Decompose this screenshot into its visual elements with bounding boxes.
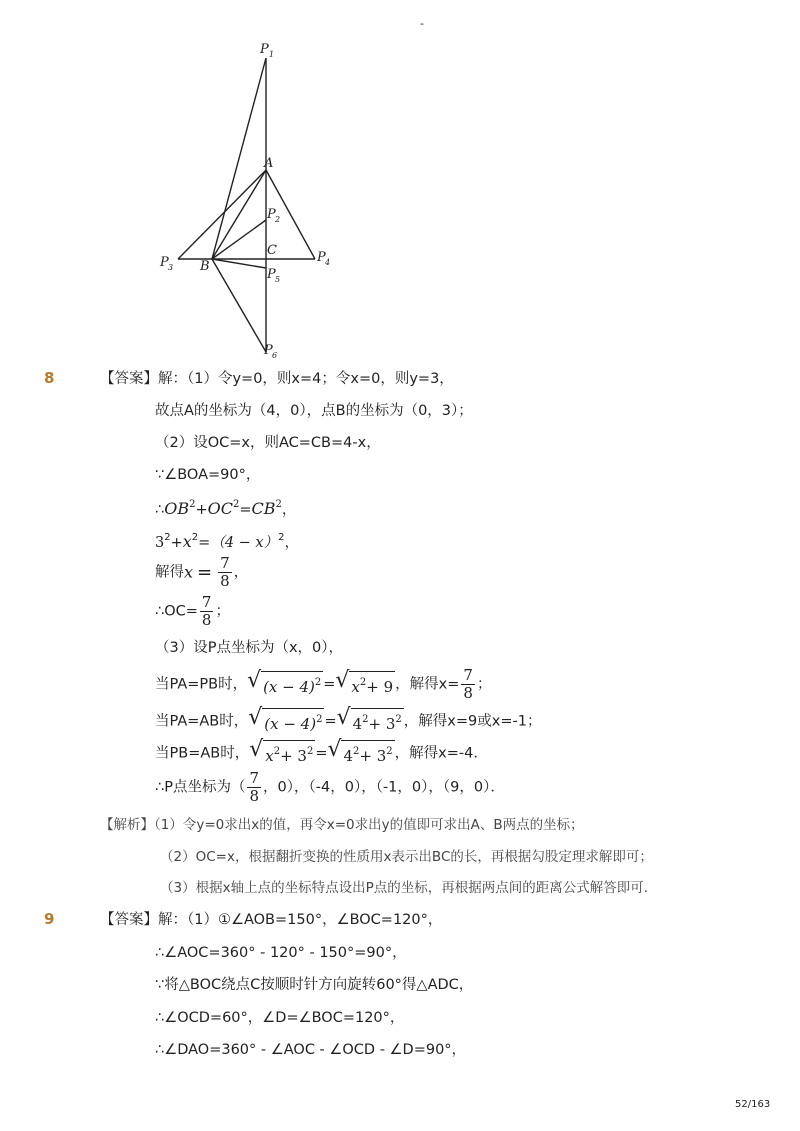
answer-tag: 【答案】	[100, 912, 158, 928]
label-p5: P	[267, 267, 276, 282]
analysis-tag: 【解析】	[100, 817, 154, 833]
q8-line-1: 解：（1）令y=0，则x=4；令x=0，则y=3，	[158, 371, 454, 387]
solve-text: ，解得x=	[395, 676, 460, 693]
exponent: 2	[164, 532, 171, 543]
term-cb: CB	[251, 499, 276, 518]
q8-line-2: 故点A的坐标为（4，0），点B的坐标为（0，3）；	[155, 403, 473, 419]
q8-line-3: （2）设OC=x，则AC=CB=4-x，	[155, 435, 381, 451]
label-p1: P	[260, 42, 269, 57]
q8-analysis-1: 【解析】（1）令y=0求出x的值，再令x=0求出y的值即可求出A、B两点的坐标；	[100, 817, 584, 833]
q8-line-10	[155, 667, 491, 702]
oc-equals: ∴OC=	[155, 603, 198, 620]
comma: ，	[284, 535, 299, 551]
label-p6: P	[264, 343, 273, 358]
equals: =	[323, 676, 336, 693]
label-c: C	[267, 243, 277, 258]
term-4-minus-x: =（4 − x）	[198, 535, 279, 551]
solve-text: 解得	[155, 564, 184, 581]
semicolon: ；	[476, 676, 492, 693]
question-number-8: 8	[44, 369, 55, 387]
fraction-7-8: $\frac{7}{8}$	[201, 593, 212, 629]
label-p6-sub: 6	[272, 351, 278, 360]
variable-x: x	[182, 532, 192, 551]
label-p4-sub: 4	[325, 258, 331, 267]
q8-line-4: ∵∠BOA=90°，	[155, 467, 261, 483]
q9-line-1: 解：（1）①∠AOB=150°，∠BOC=120°，	[158, 912, 443, 928]
sqrt-expression: √ $x^2+ 3^2$	[249, 737, 314, 765]
q8-line-5	[155, 495, 296, 520]
q8-answer-line-1	[100, 369, 454, 389]
q8-analysis-3: （3）根据x轴上点的坐标特点设出P点的坐标，再根据两点间的距离公式解答即可．	[160, 880, 658, 896]
exponent: 2	[275, 499, 282, 510]
q8-line-7	[155, 555, 248, 590]
semicolon: ；	[215, 603, 230, 620]
q9-line-4: ∴∠OCD=60°，∠D=∠BOC=120°，	[155, 1010, 405, 1026]
label-p4: P	[317, 250, 326, 265]
sqrt-expression: √ $x^2+ 9$	[335, 668, 394, 696]
page-number: 52/163	[735, 1099, 771, 1110]
label-p2-sub: 2	[275, 215, 281, 224]
comma: ，	[281, 502, 297, 518]
exponent: 2	[278, 532, 285, 543]
equals: =	[197, 561, 213, 583]
comma: ，	[233, 564, 249, 581]
fraction-7-8: $\frac{7}{8}$	[220, 554, 230, 590]
q8-line-12	[155, 737, 488, 767]
fraction-7-8: $\frac{7}{8}$	[463, 666, 473, 702]
equals: =	[239, 502, 252, 518]
q9-answer-line-1	[100, 910, 442, 930]
condition-pa-pb: 当PA=PB时，	[155, 676, 248, 693]
number-3: 3	[155, 535, 165, 551]
label-a: A	[264, 156, 274, 171]
question-number-9: 9	[44, 910, 55, 928]
condition-pb-ab: 当PB=AB时，	[155, 745, 250, 762]
q8-line-9: （3）设P点坐标为（x，0），	[155, 640, 344, 656]
q8-analysis-2: （2）OC=x，根据翻折变换的性质用x表示出BC的长，再根据勾股定理求解即可；	[160, 849, 653, 865]
exponent: 2	[189, 499, 196, 510]
exponent: 2	[191, 532, 199, 543]
q9-line-3: ∵将△BOC绕点C按顺时针方向旋转60°得△ADC，	[155, 977, 474, 993]
label-p1-sub: 1	[269, 50, 275, 59]
therefore-symbol: ∴	[155, 502, 165, 518]
label-p3: P	[160, 255, 169, 270]
p-coords-text: ∴P点坐标为（	[155, 779, 246, 796]
q8-line-6	[155, 528, 299, 553]
sqrt-expression: √ $(x - 4)^2$	[247, 668, 322, 696]
equals: =	[315, 745, 328, 762]
exponent: 2	[233, 499, 240, 510]
solve-text: ，解得x=9或x=-1；	[403, 713, 542, 730]
fraction-7-8: $\frac{7}{8}$	[249, 769, 260, 805]
plus: +	[195, 502, 208, 518]
variable-x: x	[184, 562, 194, 582]
top-mark: -	[420, 17, 424, 30]
equals: =	[324, 713, 337, 730]
sqrt-expression: √ $4^2+ 3^2$	[327, 737, 393, 765]
q8-line-8	[155, 594, 230, 629]
label-p3-sub: 3	[168, 263, 174, 272]
term-oc: OC	[207, 499, 233, 518]
condition-pa-ab: 当PA=AB时，	[155, 713, 249, 730]
q8-line-11	[155, 705, 542, 735]
q9-line-5: ∴∠DAO=360° - ∠AOC - ∠OCD - ∠D=90°，	[155, 1042, 467, 1058]
sqrt-expression: √ $4^2+ 3^2$	[336, 705, 402, 733]
label-p2: P	[267, 207, 276, 222]
geometry-figure	[150, 36, 350, 366]
sqrt-expression: √ $(x - 4)^2$	[248, 705, 323, 733]
term-ob: OB	[164, 499, 190, 518]
label-b: B	[200, 259, 210, 274]
plus: +	[170, 535, 183, 551]
q9-line-2: ∴∠AOC=360° - 120° - 150°=90°，	[155, 945, 407, 961]
solve-text: ，解得x=-4．	[394, 745, 488, 762]
label-p5-sub: 5	[275, 275, 281, 284]
answer-tag: 【答案】	[100, 371, 158, 387]
q8-line-13	[155, 770, 505, 805]
p-coords-rest: ，0），（-4，0），（-1，0），（9，0）．	[263, 779, 505, 796]
